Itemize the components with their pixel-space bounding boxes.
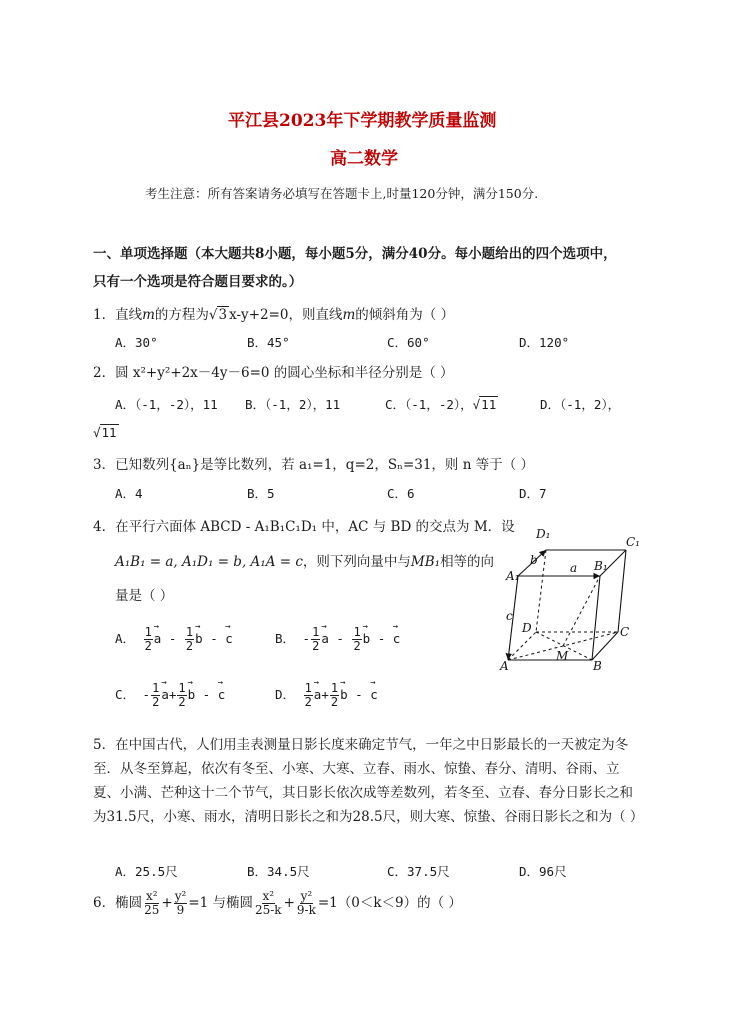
denominator: 2 — [312, 639, 320, 653]
denominator: 9-k — [296, 903, 316, 917]
q1-text-d: x-y+2=0，则直线 — [229, 307, 343, 323]
vector-b: → b — [195, 631, 203, 646]
label-vec-a: a — [570, 561, 578, 575]
q1-text-f: 的倾斜角为（ ） — [355, 307, 455, 323]
denominator: 2 — [185, 639, 194, 653]
numerator: 1 — [144, 625, 152, 639]
denominator: 9 — [176, 903, 185, 917]
question-1-stem — [93, 303, 454, 323]
q1-text-a: 1．直线 — [93, 307, 143, 323]
q2-option-d-radical: √11 — [93, 425, 117, 440]
fraction — [143, 890, 160, 917]
numerator: 1 — [178, 681, 186, 695]
question-4-vectors-line — [115, 550, 494, 570]
edge-AD-hidden — [508, 632, 536, 660]
denominator: 2 — [304, 695, 312, 709]
q4-opt-b-label: B． — [275, 631, 296, 646]
q2-option-b: B．（-1，2），11 — [245, 397, 341, 412]
numerator: x² — [262, 889, 275, 903]
q4-option-c: C． - $\frac{1}{2}$ → a+ $\frac{1}{2}$ → b - → c — [115, 682, 225, 709]
denominator: 25-k — [254, 903, 282, 917]
vector-b: → b — [340, 687, 348, 702]
denominator: 2 — [330, 695, 339, 709]
q1-option-c: C．60° — [387, 335, 430, 350]
q6-suffix: =1（0＜k＜9）的（ ） — [317, 895, 462, 911]
q4-opt-d-label: D． — [275, 687, 296, 702]
q1-var-m2: m — [342, 307, 356, 323]
fraction — [174, 890, 188, 917]
q4-text-end: 相等的向 — [440, 554, 495, 570]
fraction — [185, 626, 194, 653]
numerator: 1 — [185, 625, 194, 639]
vector-c: → c — [370, 687, 378, 702]
q1-sqrt: √3 — [208, 307, 228, 323]
fraction — [296, 890, 317, 917]
q5-option-a: A．25.5尺 — [115, 864, 178, 879]
label-A1: A₁ — [506, 569, 520, 583]
numerator: 1 — [152, 681, 160, 695]
q4-option-b: B． - $\frac{1}{2}$ → a - $\frac{1}{2}$ → b - → c — [275, 626, 400, 653]
fraction — [177, 682, 186, 709]
q6-prefix: 6．椭圆 — [93, 895, 143, 911]
edge-C1C — [618, 550, 626, 632]
label-vec-b: b — [530, 553, 538, 567]
numerator: 1 — [312, 625, 320, 639]
label-D1: D₁ — [536, 527, 551, 541]
question-3-stem: 3．已知数列{aₙ}是等比数列，若 a₁=1，q=2，Sₙ=31，则 n 等于（ ） — [93, 457, 534, 473]
q3-option-a: A．4 — [115, 486, 143, 501]
numerator: 1 — [330, 681, 339, 695]
q1-option-a: A．30° — [115, 335, 158, 350]
q4-option-a: A． $\frac{1}{2}$ → a - $\frac{1}{2}$ → b - → c — [115, 626, 233, 653]
fraction — [144, 626, 153, 653]
label-A: A — [500, 659, 509, 673]
q1-option-b: B．45° — [247, 335, 290, 350]
fraction — [330, 682, 339, 709]
vector-c: → c — [225, 631, 233, 646]
q4-vector-defs: A₁B₁ = a, A₁D₁ = b, A₁A = c — [115, 554, 303, 570]
q1-sqrt-value: 3 — [218, 307, 228, 323]
q2-option-c: C．（-1，-2），√11 — [385, 397, 497, 412]
section-heading-line2: 只有一个选项是符合题目要求的。） — [93, 274, 303, 290]
q6-mid: =1 与椭圆 — [188, 895, 253, 911]
edge-BC — [592, 632, 618, 660]
q3-option-b: B．5 — [247, 486, 275, 501]
exam-title: 平江县2023年下学期教学质量监测 — [228, 111, 497, 131]
label-B: B — [593, 659, 602, 673]
vector-b: → b — [363, 631, 371, 646]
label-B1: B₁ — [594, 559, 608, 573]
edge-B1B — [592, 576, 600, 660]
q2-option-d-radical-value: 11 — [101, 425, 117, 440]
fraction — [311, 626, 320, 653]
denominator: 25 — [144, 903, 160, 917]
numerator: 1 — [304, 681, 312, 695]
fraction — [304, 682, 313, 709]
q4-text-cont: ，则下列向量中与 — [302, 554, 411, 570]
question-2-stem: 2．圆 x²+y²+2x－4y－6=0 的圆心坐标和半径分别是（ ） — [93, 365, 454, 381]
q5-option-d: D．96尺 — [519, 864, 567, 879]
label-D: D — [522, 621, 532, 635]
denominator: 2 — [178, 695, 186, 709]
q3-option-c: C．6 — [387, 486, 415, 501]
label-C1: C₁ — [626, 535, 640, 549]
vector-b: → b — [188, 687, 196, 702]
label-M: M — [556, 649, 569, 663]
q2-option-c-radical: 11 — [481, 397, 497, 412]
question-5-text: 5．在中国古代，人们用圭表测量日影长度来确定节气，一年之中日影最长的一天被定为冬至．从冬至算起，依次有冬至、小寒、大寒、立春、雨水、惊蛰、春分、清明、谷雨、立夏、小满、芒种这十二个节气，其日影长依次成等差数列，若冬至、立春、春分日影长之和为31.5尺，小寒、雨水，清明日影长之和为28.5尺，则大寒、惊蛰、谷雨日影长之和为（ ） — [93, 737, 644, 825]
section-heading-line1: 一、单项选择题（本大题共8小题，每小题5分，满分40分。每小题给出的四个选项中， — [93, 246, 617, 262]
q1-text-b: 的方程为 — [154, 307, 209, 323]
numerator: x² — [145, 889, 158, 903]
fraction — [151, 682, 160, 709]
vector-a: → a — [321, 631, 329, 646]
numerator: 1 — [353, 625, 361, 639]
parallelepiped-figure — [498, 520, 658, 680]
q5-option-b: B．34.5尺 — [247, 864, 310, 879]
q3-option-d: D．7 — [519, 486, 547, 501]
q2-option-d: D．（-1，2）， — [540, 397, 621, 412]
numerator: y² — [174, 889, 187, 903]
q5-option-c: C．37.5尺 — [387, 864, 450, 879]
question-4-stem: 4．在平行六面体 ABCD - A₁B₁C₁D₁ 中，AC 与 BD 的交点为 M．设 — [93, 519, 515, 535]
question-6-stem: 6．椭圆 $\frac{\text{x²}}{25}$ + $\frac{\text{y²}}{9}$ =1 与椭圆 $\frac{\text{x²}}{25-k}$ + $\frac{\text{y²}}{9-k}$ =1（0＜k＜9）的（ ） — [93, 889, 462, 917]
vector-c: → c — [393, 631, 401, 646]
vector-c: → c — [218, 687, 226, 702]
denominator: 2 — [144, 639, 152, 653]
denominator: 2 — [152, 695, 160, 709]
q4-opt-c-label: C． — [115, 687, 136, 702]
label-vec-c: c — [506, 609, 513, 623]
q2-option-c-text: C．（-1，-2）， — [385, 397, 473, 412]
q1-var-m: m — [142, 307, 155, 323]
fraction — [352, 626, 361, 653]
q2-option-a: A．（-1，-2），11 — [115, 397, 218, 412]
question-4-line3: 量是（ ） — [115, 588, 174, 604]
q4-target-vector: MB₁ — [410, 554, 441, 570]
label-C: C — [620, 625, 630, 639]
vector-a: → a — [314, 687, 322, 702]
vector-a: → a — [154, 631, 162, 646]
q4-opt-a-label: A． — [115, 631, 136, 646]
q4-option-d: D． $\frac{1}{2}$ → a+ $\frac{1}{2}$ → b - → c — [275, 682, 378, 709]
exam-subtitle: 高二数学 — [330, 149, 398, 169]
q1-option-d: D．120° — [519, 335, 570, 350]
fraction — [254, 890, 283, 917]
vector-a: → a — [161, 687, 169, 702]
exam-notice: 考生注意：所有答案请务必填写在答题卡上,时量120分钟，满分150分. — [145, 186, 539, 201]
numerator: y² — [300, 889, 313, 903]
denominator: 2 — [353, 639, 361, 653]
